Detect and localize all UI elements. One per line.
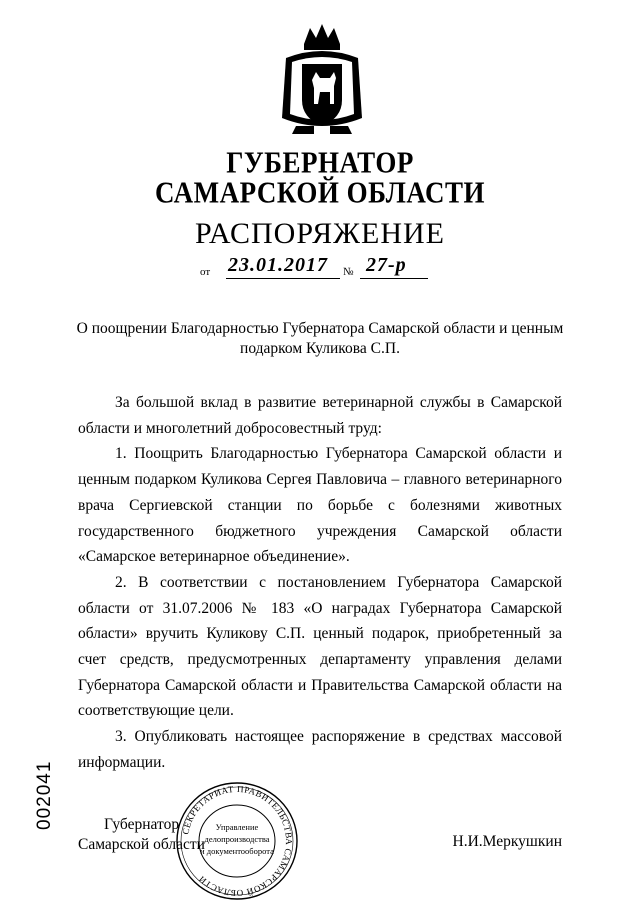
body-item-2: 2. В соответствии с постановлением Губернатора Самарской области от 31.07.2006 № 183 «О наградах Губернатора Самарской области» вручить Куликову С.П. ценный подарок, приобретенный за счет средств, предусмотренных департаменту управления делами Губернатора Самарской области и Правительства Самарской области на соответствующие цели.: [78, 573, 562, 720]
stamp-inner-line2: делопроизводства: [204, 834, 270, 844]
date-number-line: [200, 256, 440, 284]
coat-of-arms-emblem: [276, 22, 368, 140]
body-item-3: 3. Опубликовать настоящее распоряжение в средствах массовой информации.: [78, 728, 562, 771]
issuer-title-line2: САМАРСКОЙ ОБЛАСТИ: [154, 174, 486, 210]
issuer-title-line1: ГУБЕРНАТОР: [226, 144, 414, 180]
body-intro: За большой вклад в развитие ветеринарной службы в Самарской области и многолетний добросовестный труд:: [78, 394, 562, 437]
signer-name: Н.И.Меркушкин: [452, 833, 562, 850]
official-stamp: [174, 780, 300, 902]
stamp-inner-line1: Управление: [215, 822, 259, 832]
signer-position-line1: Губернатор: [104, 816, 180, 833]
date-underline: [226, 278, 340, 279]
document-date: 23.01.2017: [228, 254, 328, 276]
stamp-inner-line3: и документооборота: [200, 846, 274, 856]
stamp-outer-text: СЕКРЕТАРИАТ ПРАВИТЕЛЬСТВА САМАРСКОЙ ОБЛАСТИ: [180, 783, 295, 899]
document-subject: О поощрении Благодарностью Губернатора Самарской области и ценным подарком Куликова С.П.: [76, 320, 564, 357]
date-label: от: [200, 266, 211, 278]
document-body: [78, 390, 562, 776]
document-type: РАСПОРЯЖЕНИЕ: [194, 217, 446, 250]
document-number: 27-р: [366, 254, 407, 276]
number-label: №: [343, 266, 354, 278]
body-item-1: 1. Поощрить Благодарностью Губернатора Самарской области и ценным подарком Куликова Сергея Павловича – главного ветеринарного врача Сергиевской станции по борьбе с болезнями животных государственного бюджетного учреждения Самарской области «Самарское ветеринарное объединение».: [78, 445, 562, 566]
registration-number: 002041: [34, 760, 55, 830]
number-underline: [360, 278, 428, 279]
signer-position-line2: Самарской области: [78, 836, 205, 853]
